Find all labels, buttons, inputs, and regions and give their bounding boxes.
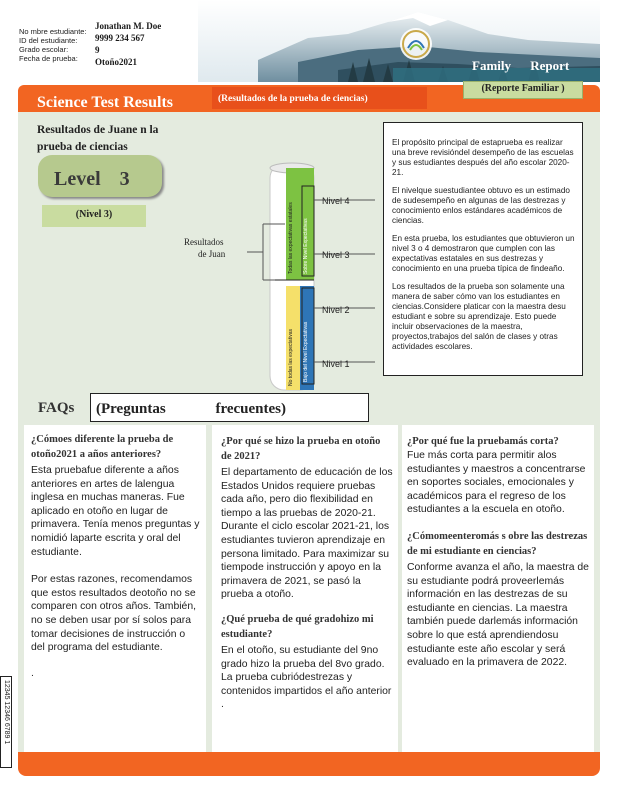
faq-answer: .	[31, 667, 34, 679]
level-text: Level 3	[54, 168, 130, 190]
band-text-top-left: Todas las expectativas estatales	[288, 202, 294, 274]
description-paragraph: El propósito principal de estaprueba es realizar una breve revisióndel desempeño de las escuelas y sus estudiantes después del año escolar 2020-21.	[392, 138, 574, 177]
test-date: Otoño2021	[95, 57, 138, 67]
reporte-familiar-label: (Reporte Familiar )	[481, 83, 565, 94]
description-box	[383, 122, 583, 376]
grade-label: Grado escolar:	[19, 45, 69, 54]
student-id-label: ID del estudiante:	[19, 36, 78, 45]
results-diagram-label	[184, 236, 232, 260]
level-3-label: Nivel 3	[322, 250, 350, 260]
faq-column-3	[402, 425, 594, 752]
faq-answer: Fue más corta para permitir alos estudiantes y maestros a concentrarse en soportes sociales, emocionales y académicos para el regreso de los estudiantes a la escuela en otoño.	[407, 450, 586, 516]
results-heading-line1: Resultados de Juane n la	[37, 124, 159, 136]
band-text-bottom-left: No todas las expectativas	[288, 329, 294, 386]
family-report-title: Family Report	[472, 58, 570, 73]
band-text-top-right: Sobre Nivel Expectativas	[303, 218, 309, 274]
faq-subtitle: (Preguntas frecuentes)	[96, 401, 286, 417]
student-name-label: No mbre estudiante:	[19, 27, 87, 36]
results-heading	[37, 122, 197, 156]
page-title: Science Test Results	[37, 94, 173, 111]
results-heading-line2: prueba de ciencias	[37, 141, 128, 153]
side-code-box	[0, 676, 12, 768]
student-name: Jonathan M. Doe	[95, 21, 162, 31]
footer-bar	[18, 752, 600, 776]
grade: 9	[95, 45, 100, 55]
test-date-label: Fecha de prueba:	[19, 54, 78, 63]
faq-answer: Esta pruebafue diferente a años anteriores en artes de lalengua inglesa en muchas maneras. Fue aplicado en otoño en lugar de primavera. Tenía menos preguntas y nomidió laparte escrita y oral del estudiante.	[31, 465, 200, 558]
level-4-label: Nivel 4	[322, 196, 350, 206]
level-2-label: Nivel 2	[322, 305, 350, 315]
description-paragraph: Los resultados de la prueba son solamente una manera de saber cómo van los estudiantes en ciencias.Considere platicar con la maestra desu estudiant e sobre su aprendizaje. Esto puede incluir observaciones de la maestra, proyectos,trabajos del salón de clases y otras actividades escolares.	[392, 282, 566, 351]
description-paragraph: En esta prueba, los estudiantes que obtuvieron un nivel 3 o 4 demostraron que cumplen con las expectativas estatales en sus destrezas y conocimiento en una prueba típica de findeaño.	[392, 234, 575, 273]
faq-column-1	[24, 425, 206, 752]
page-subtitle: (Resultados de la prueba de ciencias)	[218, 94, 368, 104]
nivel-text: (Nivel 3)	[75, 209, 113, 220]
faq-question: ¿Por qué se hizo la prueba en otoño de 2021?	[221, 436, 381, 462]
faq-title: FAQs	[38, 400, 75, 416]
seal-icon	[400, 28, 432, 60]
faq-question: ¿Qué prueba de qué gradohizo mi estudiante?	[221, 613, 374, 640]
band-text-bottom-right: Bajo del Nivel Expectativas	[303, 321, 309, 382]
results-label-line1: Resultados	[184, 237, 224, 247]
faq-answer: En el otoño, su estudiante del 9no grado hizo la prueba del 8vo grado. La prueba cubriódestrezas y contenidos impartidos el año anterior .	[221, 644, 392, 711]
student-info-values	[95, 20, 195, 68]
student-id: 9999 234 567	[95, 33, 145, 43]
faq-answer: Por estas razones, recomendamos que estos resultados deotoño no se comparen con otros años. También, no se deben usar por sí solos para tomar decisiones de instrucción o del programa del estudiante.	[31, 574, 196, 654]
description-paragraph: El nivelque suestudiantee obtuvo es un estimado de sudesempeño en algunas de las destrezas y conocimiento enlos estándares académicos de ciencias.	[392, 186, 570, 225]
student-info-labels	[19, 27, 93, 63]
level-1-label: Nivel 1	[322, 359, 350, 369]
faq-question: ¿Cómoes diferente la prueba de otoño2021 a años anteriores?	[31, 434, 174, 460]
side-code: 12345 12346 6789 1	[3, 680, 10, 745]
faq-answer: El departamento de educación de los Estados Unidos requiere pruebas cada año, pero dio flexibilidad en tiempo a las pruebas de 2020-21. Durante el ciclo escolar 2021-21, los estudiantes tuvieron aprendizaje en persona limitado. Para maximizar su tiempode instrucción y apoyo en la primavera de 2021, se pasó la prueba a otoño.	[221, 467, 393, 601]
faq-column-2	[212, 425, 398, 752]
faq-answer: Conforme avanza el año, la maestra de su estudiante podrá proveerlemás información en las destrezas de su estudiante en ciencias. La maestra también puede darlemás información sobre lo que está aprendiendosu estudiante este año escolar y será evaluado en la primavera de 2022.	[407, 561, 589, 669]
results-label-line2: de Juan	[198, 249, 226, 259]
faq-question: ¿Por qué fue la pruebamás corta?	[407, 436, 559, 447]
faq-question: ¿Cómomeenteromás s obre las destrezas de mi estudiante en ciencias?	[407, 530, 588, 557]
